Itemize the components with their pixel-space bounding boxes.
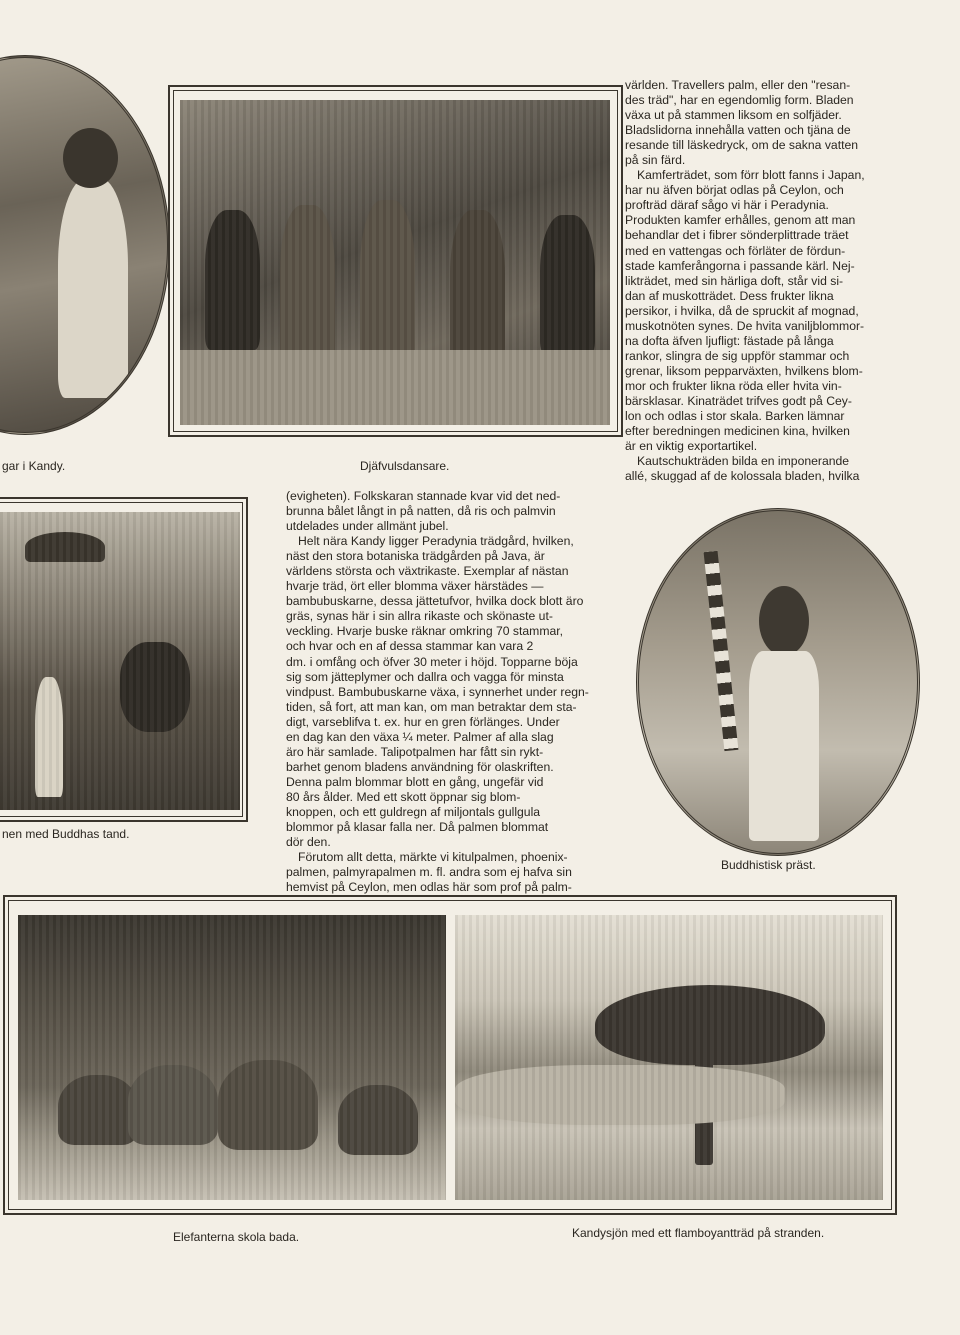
caption-buddhist-priest: Buddhistisk präst. bbox=[721, 858, 816, 872]
text-line: bambubuskarne, dessa jättetufvor, hvilka dock blott äro bbox=[286, 594, 584, 609]
elephants-photo bbox=[18, 915, 446, 1200]
text-line: (evigheten). Folkskaran stannade kvar vid det ned- bbox=[286, 489, 561, 503]
text-line: Helt nära Kandy ligger Peradynia trädgård, hvilken, bbox=[298, 534, 574, 549]
text-line: tiden, så fort, att man kan, om man betraktar dem sta- bbox=[286, 699, 577, 714]
caption-buddha-tooth-partial: nen med Buddhas tand. bbox=[2, 827, 130, 841]
caption-kandy-partial: gar i Kandy. bbox=[2, 459, 66, 473]
caption-devil-dancers: Djäfvulsdansare. bbox=[360, 459, 450, 473]
text-line: grenar, liksom pepparväxten, hvilkens blom- bbox=[625, 363, 863, 378]
text-line: hemvist på Ceylon, men odlas här som prof på palm- bbox=[286, 880, 572, 895]
text-line: 80 års ålder. Med ett skott öppnar sig blom- bbox=[286, 789, 521, 804]
text-line: Förutom allt detta, märkte vi kitulpalmen, phoenix- bbox=[298, 850, 568, 865]
text-line: persikor, i hvilka, då de spruckit af mognad, bbox=[625, 303, 859, 318]
text-line: Bladslidorna innehålla vatten och tjäna de bbox=[625, 123, 851, 138]
text-line: lon och odlas i stor skala. Barken lämnar bbox=[625, 409, 845, 424]
text-line: och hvar och en af dessa stammar kan vara 2 bbox=[286, 639, 534, 654]
text-line: växa ut på stammen liksom en solfjäder. bbox=[625, 108, 842, 123]
text-line: är en viktig exportartikel. bbox=[625, 439, 758, 454]
text-line: på sin färd. bbox=[625, 153, 686, 168]
text-line: behandlar det i fibrer sönderplittrade träet bbox=[625, 228, 849, 243]
text-line: rankor, slingra de sig uppför stammar och bbox=[625, 348, 850, 363]
text-line: näst den stora botaniska trädgården på Java, är bbox=[286, 549, 545, 564]
text-line: allé, skuggad af de kolossala bladen, hvilka bbox=[625, 469, 860, 484]
text-line: bärsklasar. Kinaträdet trifves godt på Cey- bbox=[625, 393, 852, 408]
buddhist-priest-photo bbox=[636, 508, 920, 856]
text-line: stade kamferångorna i passande kärl. Nej- bbox=[625, 258, 855, 273]
text-line: hvarje träd, ört eller blomma växer härstädes — bbox=[286, 579, 544, 594]
text-line: muskotnöten synes. De hvita vaniljblommor- bbox=[625, 318, 865, 333]
text-line: Kautschukträden bilda en imponerande bbox=[637, 454, 850, 469]
devil-dancers-photo bbox=[180, 100, 610, 425]
text-line: brunna bålet långt in på natten, då ris och palmvin bbox=[286, 504, 556, 519]
text-line: des träd", har en egendomlig form. Bladen bbox=[625, 93, 854, 108]
text-line: mor och frukter likna röda eller hvita vin- bbox=[625, 378, 842, 393]
text-line: Kamferträdet, som förr blott fanns i Japan, bbox=[637, 168, 865, 183]
text-line: palmen, palmyrapalmen m. fl. andra som ej hafva sin bbox=[286, 865, 572, 880]
right-column-text bbox=[625, 78, 945, 484]
text-line: sig som jätteplymer och dallra och vagga för minsta bbox=[286, 669, 564, 684]
text-line: digt, varseblifva t. ex. hur en gren förlänges. Under bbox=[286, 714, 560, 729]
text-line: en dag kan den växa ¼ meter. Palmer af alla slag bbox=[286, 729, 554, 744]
text-line: världen. Travellers palm, eller den "resan- bbox=[625, 78, 851, 92]
text-line: efter beredningen medicinen kina, hvilken bbox=[625, 424, 850, 439]
text-line: profträd däraf sågo vi här i Peradynia. bbox=[625, 198, 829, 213]
text-line: dör den. bbox=[286, 835, 331, 850]
text-line: med en vattengas och förläter de fördun- bbox=[625, 243, 846, 258]
text-line: äro här samlade. Talipotpalmen har fått sin rykt- bbox=[286, 744, 544, 759]
text-line: knoppen, och ett guldregn af miljontals gullgula bbox=[286, 804, 541, 819]
text-line: dan af muskotträdet. Dess frukter likna bbox=[625, 288, 834, 303]
text-line: barhet genom bladens användning för olaskriften. bbox=[286, 759, 554, 774]
kandy-lake-photo bbox=[455, 915, 883, 1200]
text-line: blommor på klasar falla ner. Då palmen blommat bbox=[286, 820, 549, 835]
text-line: gräs, synas här i sin allra rikaste och skönaste ut- bbox=[286, 609, 553, 624]
portrait-photo-oval bbox=[0, 55, 170, 435]
text-line: Produkten kamfer erhålles, genom att man bbox=[625, 213, 856, 228]
text-line: likträdet, med sin härliga doft, står vid si- bbox=[625, 273, 844, 288]
text-line: na dofta äfven ljufligt: fästade på långa bbox=[625, 333, 834, 348]
procession-photo bbox=[0, 512, 240, 810]
text-line: resande till läskedryck, om de sakna vatten bbox=[625, 138, 859, 153]
caption-elephants: Elefanterna skola bada. bbox=[173, 1230, 300, 1244]
text-line: har nu äfven börjat odlas på Ceylon, och bbox=[625, 183, 844, 198]
text-line: världens största och växtrikaste. Exemplar af nästan bbox=[286, 564, 569, 579]
caption-kandy-lake: Kandysjön med ett flamboyantträd på stranden. bbox=[572, 1226, 825, 1240]
text-line: utdelades under allmänt jubel. bbox=[286, 519, 449, 534]
middle-column-text bbox=[286, 489, 626, 895]
text-line: veckling. Hvarje buske räknar omkring 70 stammar, bbox=[286, 624, 564, 639]
text-line: dm. i omfång och öfver 30 meter i höjd. Topparne böja bbox=[286, 654, 578, 669]
text-line: vindpust. Bambubuskarne växa, i synnerhet under regn- bbox=[286, 684, 589, 699]
text-line: Denna palm blommar blott en gång, ungefär vid bbox=[286, 774, 544, 789]
